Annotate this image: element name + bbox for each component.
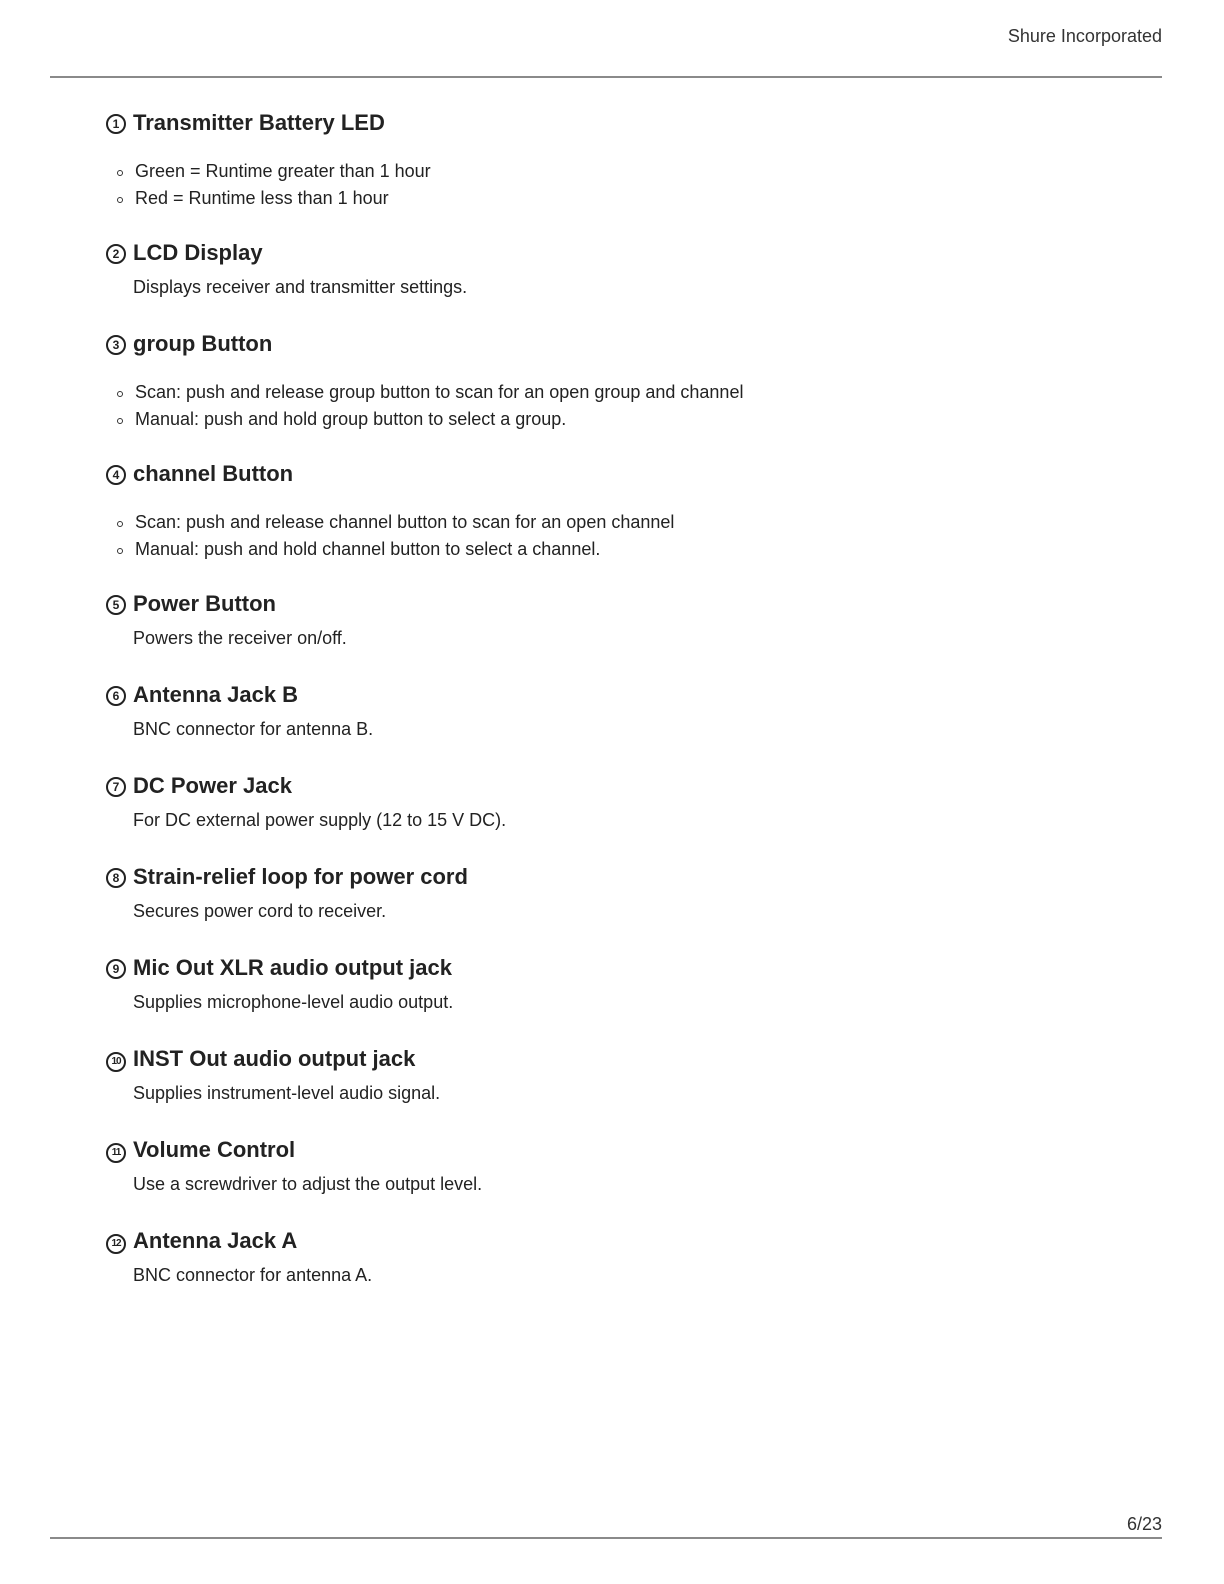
section-title: Antenna Jack A <box>133 1228 298 1253</box>
section-inst-out <box>106 1042 1106 1107</box>
section-lcd-display <box>106 236 1106 301</box>
number-badge: 8 <box>106 868 126 888</box>
bullet-item: Green = Runtime greater than 1 hour <box>106 158 1106 185</box>
page-number: 6/23 <box>1126 1514 1162 1534</box>
section-title: Strain-relief loop for power cord <box>133 864 468 889</box>
bullet-item: Red = Runtime less than 1 hour <box>106 185 1106 212</box>
section-description: BNC connector for antenna A. <box>133 1265 373 1285</box>
section-title: Power Button <box>133 591 276 616</box>
section-channel-button <box>106 457 1106 563</box>
bullet-list <box>106 158 1106 212</box>
number-badge: 2 <box>106 244 126 264</box>
section-title: group Button <box>133 331 273 356</box>
section-power-button <box>106 587 1106 652</box>
section-dc-power-jack <box>106 769 1106 834</box>
section-group-button <box>106 327 1106 433</box>
section-title: INST Out audio output jack <box>133 1046 416 1071</box>
section-description: For DC external power supply (12 to 15 V DC). <box>133 810 507 830</box>
number-badge: 6 <box>106 686 126 706</box>
section-transmitter-battery-led <box>106 106 1106 212</box>
section-title: DC Power Jack <box>133 773 292 798</box>
footer-divider <box>50 1537 1162 1539</box>
number-badge: 12 <box>106 1234 126 1254</box>
section-description: Supplies instrument-level audio signal. <box>133 1083 441 1103</box>
section-description: Supplies microphone-level audio output. <box>133 992 454 1012</box>
content <box>106 106 1106 1289</box>
section-description: Powers the receiver on/off. <box>133 628 347 648</box>
number-badge: 3 <box>106 335 126 355</box>
bullet-item: Scan: push and release channel button to scan for an open channel <box>106 509 1106 536</box>
section-title: Mic Out XLR audio output jack <box>133 955 452 980</box>
section-description: BNC connector for antenna B. <box>133 719 374 739</box>
number-badge: 5 <box>106 595 126 615</box>
bullet-item: Manual: push and hold group button to select a group. <box>106 406 1106 433</box>
section-title: Antenna Jack B <box>133 682 299 707</box>
number-badge: 11 <box>106 1143 126 1163</box>
bullet-list <box>106 379 1106 433</box>
header-divider <box>50 76 1162 78</box>
section-strain-relief-loop <box>106 860 1106 925</box>
number-badge: 1 <box>106 114 126 134</box>
number-badge: 9 <box>106 959 126 979</box>
section-title: Volume Control <box>133 1137 296 1162</box>
number-badge: 7 <box>106 777 126 797</box>
section-title: LCD Display <box>133 240 263 265</box>
bullet-list <box>106 509 1106 563</box>
section-antenna-jack-a <box>106 1224 1106 1289</box>
section-description: Displays receiver and transmitter settings. <box>133 277 468 297</box>
number-badge: 10 <box>106 1052 126 1072</box>
section-mic-out-xlr <box>106 951 1106 1016</box>
section-title: Transmitter Battery LED <box>133 110 385 135</box>
section-description: Secures power cord to receiver. <box>133 901 387 921</box>
bullet-item: Scan: push and release group button to scan for an open group and channel <box>106 379 1106 406</box>
page-header-company: Shure Incorporated <box>1007 26 1162 46</box>
section-volume-control <box>106 1133 1106 1198</box>
number-badge: 4 <box>106 465 126 485</box>
bullet-item: Manual: push and hold channel button to select a channel. <box>106 536 1106 563</box>
section-description: Use a screwdriver to adjust the output level. <box>133 1174 483 1194</box>
section-title: channel Button <box>133 461 294 486</box>
section-antenna-jack-b <box>106 678 1106 743</box>
